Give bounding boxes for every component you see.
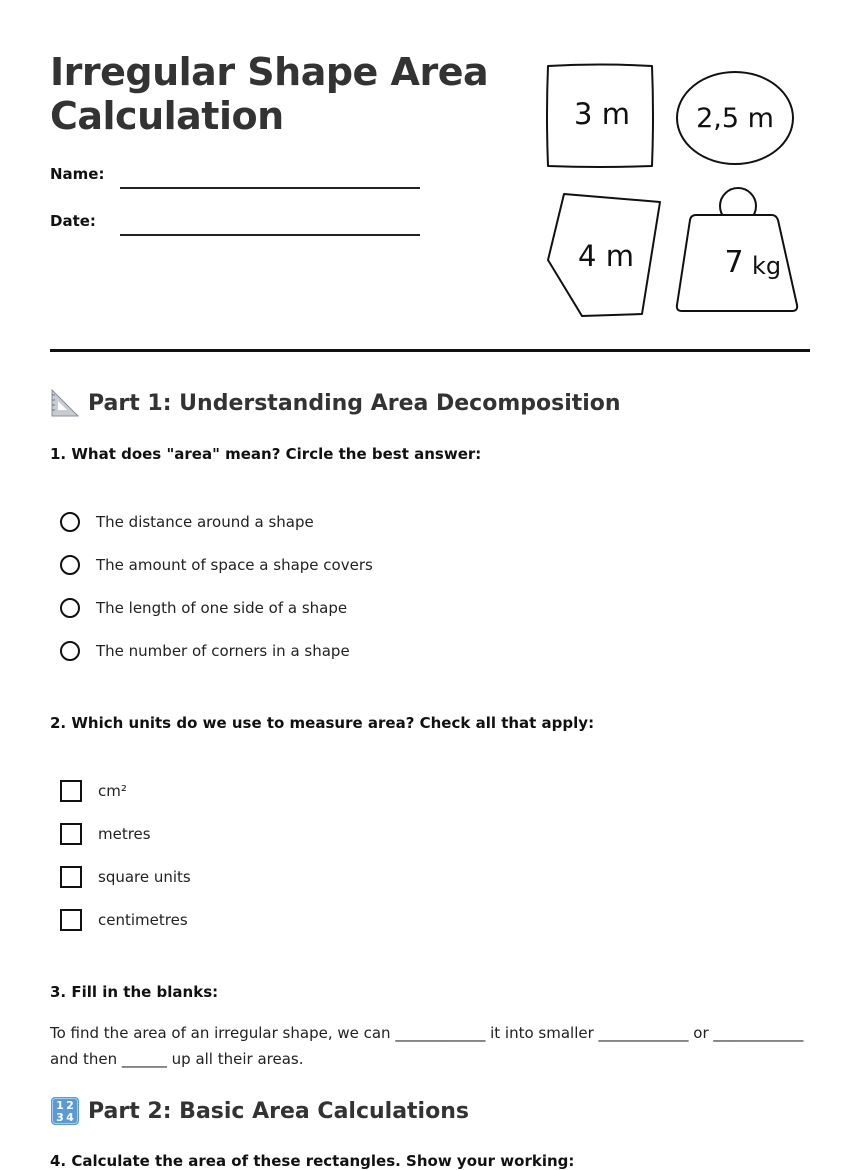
radio-circle[interactable]	[60, 555, 80, 575]
name-label: Name:	[50, 165, 105, 183]
svg-text:2: 2	[66, 1099, 74, 1112]
question-4-partial: 4. Calculate the area of these rectangles. Show your working:	[50, 1152, 575, 1170]
part1-heading	[50, 388, 621, 418]
page-title: Irregular Shape Area Calculation	[50, 50, 489, 138]
radio-circle[interactable]	[60, 598, 80, 618]
q1-option[interactable]	[60, 509, 314, 535]
option-label: cm²	[98, 782, 127, 800]
question-2: 2. Which units do we use to measure area? Check all that apply:	[50, 714, 595, 732]
option-label: square units	[98, 868, 191, 886]
part2-title: Part 2: Basic Area Calculations	[88, 1098, 469, 1124]
option-label: The length of one side of a shape	[96, 599, 348, 617]
date-line[interactable]	[120, 234, 420, 236]
date-label: Date:	[50, 212, 96, 230]
q1-option[interactable]	[60, 552, 373, 578]
q2-option[interactable]	[60, 821, 151, 847]
part1-title: Part 1: Understanding Area Decomposition	[88, 390, 621, 416]
q2-option[interactable]	[60, 864, 191, 890]
option-label: The number of corners in a shape	[96, 642, 350, 660]
square-label: 3 m	[574, 97, 630, 131]
q1-option[interactable]	[60, 595, 347, 621]
svg-text:3: 3	[56, 1111, 64, 1124]
radio-circle[interactable]	[60, 512, 80, 532]
triangle-ruler-icon	[50, 388, 80, 418]
svg-text:1: 1	[56, 1099, 64, 1112]
weight-unit: kg	[752, 252, 782, 280]
checkbox[interactable]	[60, 780, 82, 802]
q2-option[interactable]	[60, 907, 188, 933]
radio-circle[interactable]	[60, 641, 80, 661]
option-label: The distance around a shape	[96, 513, 314, 531]
measurement-illustrations	[544, 60, 804, 322]
fill-in-sentence: To find the area of an irregular shape, we can ____________ it into smaller ____________ or ____________ and then ______ up all their areas.	[50, 1024, 804, 1068]
worksheet-page	[50, 0, 810, 1170]
name-line[interactable]	[120, 187, 420, 189]
svg-text:4: 4	[66, 1111, 74, 1124]
q1-option[interactable]	[60, 638, 350, 664]
question-3: 3. Fill in the blanks:	[50, 983, 219, 1001]
checkbox[interactable]	[60, 823, 82, 845]
option-label: metres	[98, 825, 151, 843]
part2-heading	[50, 1096, 469, 1126]
header-divider	[50, 349, 810, 352]
q2-option[interactable]	[60, 778, 127, 804]
weight-number: 7	[724, 245, 744, 280]
option-label: centimetres	[98, 911, 188, 929]
question-1: 1. What does "area" mean? Circle the best answer:	[50, 445, 482, 463]
checkbox[interactable]	[60, 866, 82, 888]
checkbox[interactable]	[60, 909, 82, 931]
option-label: The amount of space a shape covers	[96, 556, 373, 574]
oval-label: 2,5 m	[696, 103, 774, 134]
numbers-1234-icon	[50, 1096, 80, 1126]
pentagon-label: 4 m	[578, 239, 634, 273]
